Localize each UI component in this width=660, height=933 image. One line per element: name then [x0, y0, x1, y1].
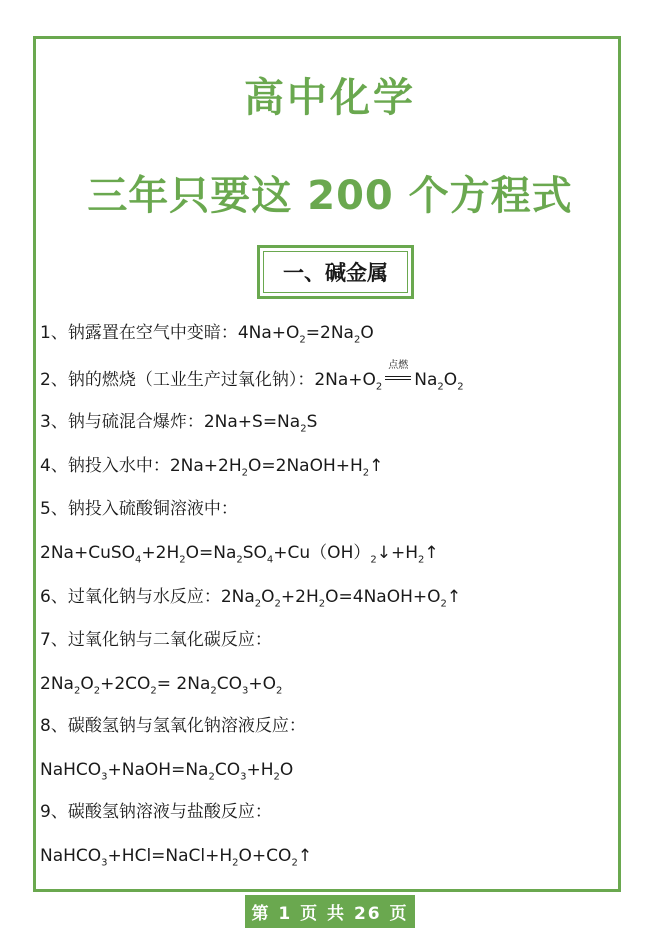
equation-description: 9、碳酸氢钠溶液与盐酸反应： [40, 802, 272, 822]
equation-formula-9: $NaHCO_3+HCl=NaCl+H_2O+CO_2↑$ [40, 846, 313, 869]
equation-description: 2、钠的燃烧（工业生产过氧化钠）： [40, 370, 315, 390]
equation-formula-7: $2Na_2O_2+2CO_2= 2Na_2CO_3+O_2$ [40, 674, 283, 697]
equation-formula-8: $NaHCO_3+NaOH=Na_2CO_3+H_2O$ [40, 760, 294, 783]
equation-line-5 [40, 497, 238, 521]
section-heading: 一、碱金属 [263, 251, 408, 293]
equation-line-3 [40, 410, 317, 434]
equation-description: 7、过氧化钠与二氧化碳反应： [40, 630, 272, 650]
equation-line-7 [40, 628, 272, 652]
equation-description: 8、碳酸氢钠与氢氧化钠溶液反应： [40, 716, 306, 736]
equation-description: 4、钠投入水中： [40, 456, 170, 476]
equation-line-4 [40, 454, 383, 478]
page-number-badge: 第 1 页 共 26 页 [245, 895, 415, 928]
equation-description: 5、钠投入硫酸铜溶液中： [40, 499, 238, 519]
equation-line-2 [40, 360, 464, 393]
equation-line-1 [40, 321, 374, 345]
equation-line-9 [40, 800, 272, 824]
equation-formula: $2Na_2O_2+2H_2O=4NaOH+O_2↑$ [220, 587, 462, 610]
page-subtitle: 三年只要这 200 个方程式 [87, 173, 573, 219]
equation-formula: $4Na+O_2=2Na_2O$ [237, 323, 374, 346]
equation-description: 6、过氧化钠与水反应： [40, 587, 221, 607]
equation-formula: $2Na+O_2$ 点燃 $Na_2O_2$ [314, 360, 464, 393]
equation-description: 1、钠露置在空气中变暗： [40, 323, 238, 343]
equation-formula: $2Na+S=Na_2S$ [203, 412, 318, 435]
equation-formula: $2Na+2H_2O=2NaOH+H_2↑$ [169, 456, 384, 479]
equation-description: 3、钠与硫混合爆炸： [40, 412, 204, 432]
equation-line-8 [40, 714, 306, 738]
page-title: 高中化学 [244, 75, 416, 121]
section-heading-box [257, 245, 414, 299]
equation-line-6 [40, 585, 461, 609]
reaction-condition [383, 360, 413, 388]
reaction-condition-text: 点燃 [388, 360, 409, 371]
equation-formula-5: $2Na+CuSO_4+2H_2O=Na_2SO_4+Cu(OH)_2↓+H_2↑$ [40, 543, 439, 566]
